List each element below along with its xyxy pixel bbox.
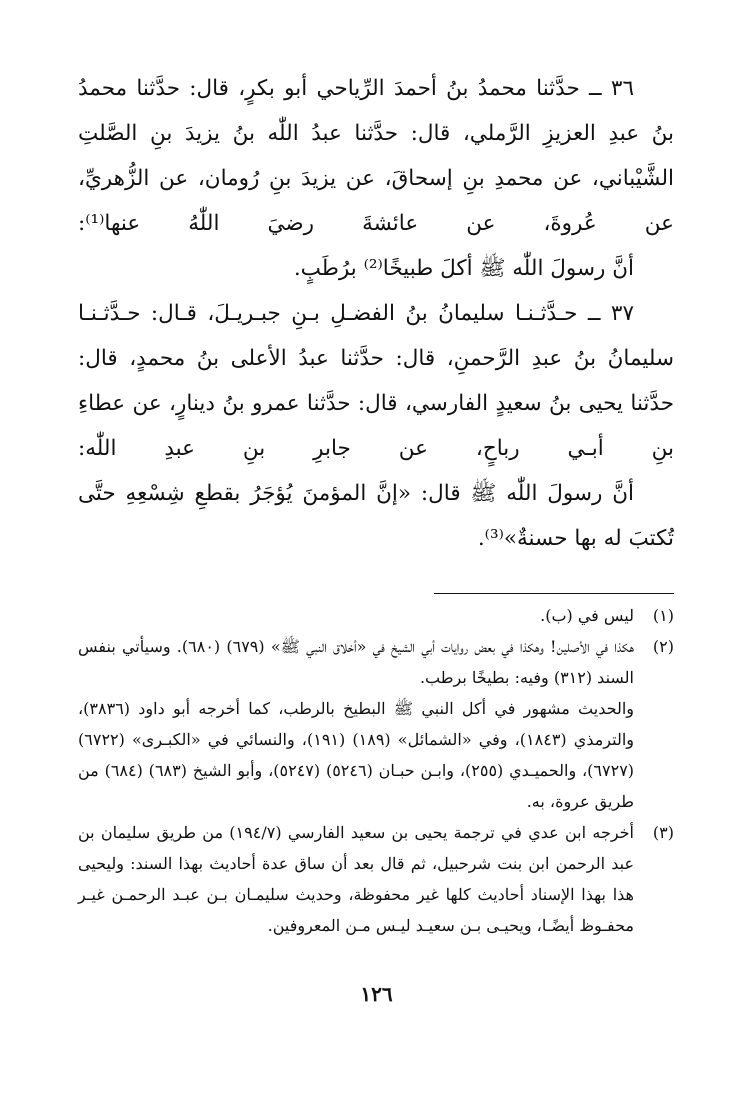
footnote-text: والحديث مشهور في أكل النبي ﷺ البطيخ بالرطب، كما أخرجه أبو داود (٣٨٣٦)، والترمذي (١٨٤٣)، وفي «الشمائل» (١٨٩) (١٩١)، والنسائي في «الكبـرى» (٦٧٢٢) (٦٧٢٧)، والحميـدي (٢٥٥)، وابـن حبـان (٥٢٤٦) (٥٢٤٧)، وأبو الشيخ (٦٨٣) (٦٨٤) من طريق عروة، به. (78, 699, 635, 811)
footnote-number: (٢) (652, 637, 674, 656)
footnote-item (78, 600, 674, 631)
hadith-37-chain: ٣٧ ــ حـدَّثـنـا سليمانُ بنُ الفضـلِ بـنِ جبـريـلَ، قـال: حـدَّثـنـا سليمانُ بنُ عبدِ الرَّحمنِ، قال: حدَّثنا عبدُ الأعلى بنُ محمدٍ، قال: حدَّثنا يحيى بنُ سعيدٍ الفارسي، قال: حدَّثنا عمرو بنُ دينارٍ، عن عطاءِ بنِ أبـي رباحٍ، عن جابرِ بنِ عبدِ اللّٰه: (78, 301, 674, 461)
footnote-number: (٣) (652, 823, 674, 842)
footnote-body (78, 600, 634, 631)
page-number: ١٢٦ (360, 982, 393, 1006)
footnote-text: هكذا في الأصلين! وهكذا في بعض روايات أبي الشيخ في «أخلاق النبي ﷺ» (٦٧٩) (٦٨٠). وسيأتي بنفس السند (٣١٢) وفيه: بطيخًا برطب. (78, 637, 635, 687)
footnote-body (78, 817, 634, 941)
page-content (78, 66, 674, 941)
hadith-36-text: أنَّ رسولَ اللّٰه ﷺ أكلَ طبيخًا⁽²⁾ برُطَبٍ. (293, 256, 634, 281)
footnote-divider (434, 593, 674, 594)
footnote-text: أخرجه ابن عدي في ترجمة يحيى بن سعيد الفارسي (١٩٤/٧) من طريق سليمان بن عبد الرحمن ابن بنت شرحبيل، ثم قال بعد أن ساق عدة أحاديث بهذا السند: وليحيى هذا بهذا الإسناد أحاديث كلها غير محفوظة، وحديث سليمـان بـن عبـد الرحمـن غيـر محفـوظ أيضًـا، ويحيـى بـن سعيـد ليـس مـن المعروفين. (78, 823, 634, 935)
footnotes (78, 600, 674, 941)
hadith-36-chain: ٣٦ ــ حدَّثنا محمدُ بنُ أحمدَ الرِّياحي أبو بكرٍ، قال: حدَّثنا محمدُ بنُ عبدِ العزيزِ الرَّملي، قال: حدَّثنا عبدُ اللّٰه بنُ يزيدَ بنِ الصَّلتِ الشَّيْباني، عن محمدِ بنِ إسحاقَ، عن يزيدَ بنِ رُومان، عن الزُّهريِّ، عن عُروةَ، عن عائشةَ رضيَ اللّٰهُ عنها⁽¹⁾: (78, 76, 674, 236)
footnote-body (78, 631, 634, 817)
footnote-number: (١) (652, 606, 674, 625)
footnote-item (78, 817, 674, 941)
hadith-37-text: أنَّ رسولَ اللّٰه ﷺ قال: «إنَّ المؤمنَ يُؤجَرُ بقطعِ شِسْعِهِ حتَّى تُكتبَ له بها حسنةٌ»⁽³⁾. (78, 481, 674, 551)
footnote-item (78, 631, 674, 817)
footnote-text: ليس في (ب). (540, 606, 634, 625)
main-text (78, 66, 674, 561)
